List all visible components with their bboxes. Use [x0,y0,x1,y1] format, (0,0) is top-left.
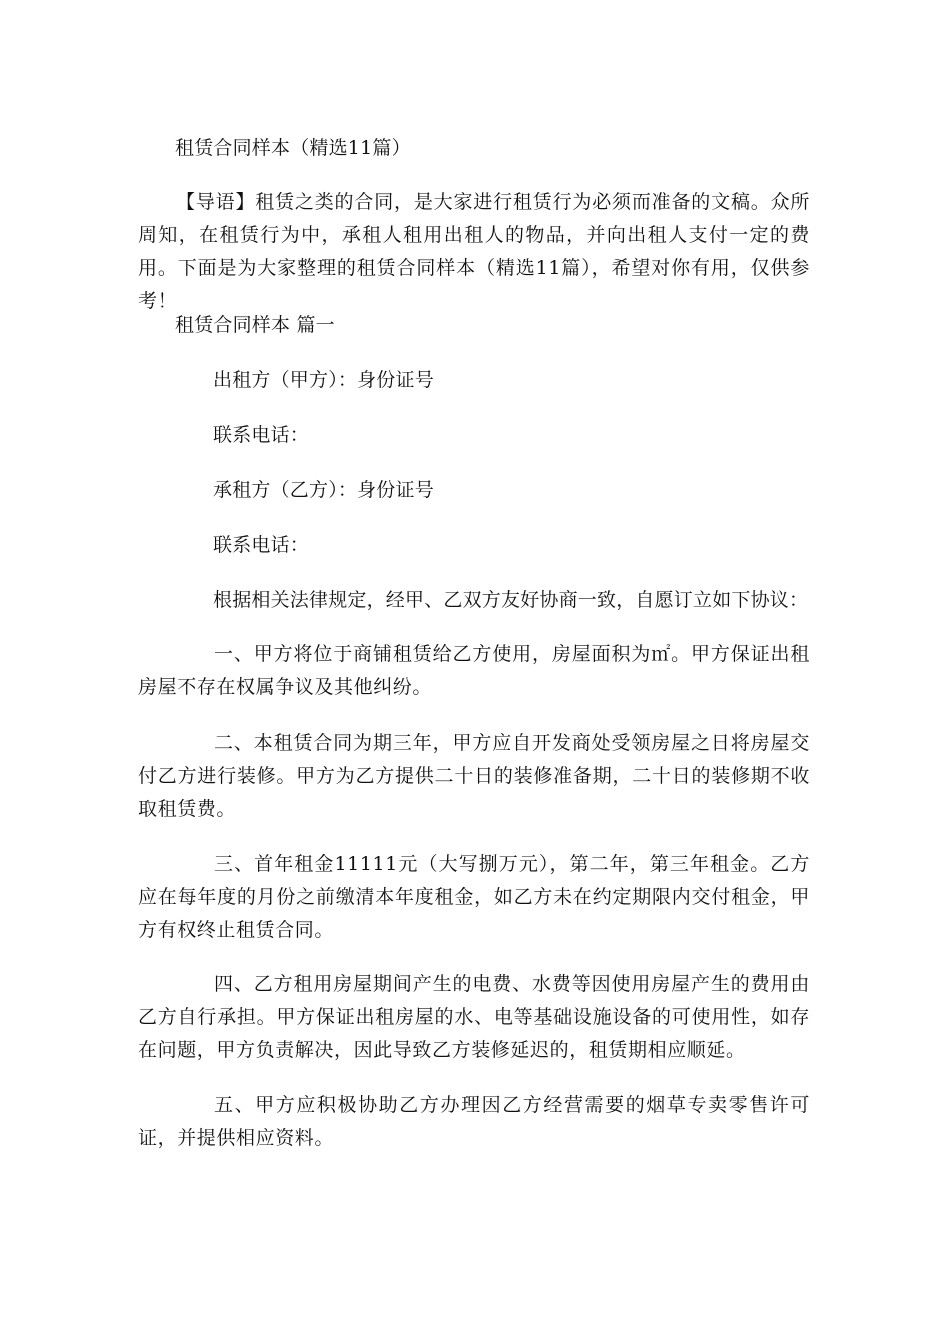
clause-3: 三、首年租金11111元（大写捌万元），第二年，第三年租金。乙方应在每年度的月份之前缴清本年度租金，如乙方未在约定期限内交付租金，甲方有权终止租赁合同。 [138,853,810,941]
section-heading: 租赁合同样本 篇一 [175,314,335,336]
clause-4: 四、乙方租用房屋期间产生的电费、水费等因使用房屋产生的费用由乙方自行承担。甲方保证出租房屋的水、电等基础设施设备的可使用性，如存在问题，甲方负责解决，因此导致乙方装修延迟的，租赁期相应顺延。 [138,973,810,1061]
lessor-line: 出租方（甲方）：身份证号 [213,369,434,391]
document-title: 租赁合同样本（精选11篇） [175,137,411,159]
preamble: 根据相关法律规定，经甲、乙双方友好协商一致，自愿订立如下协议： [213,589,809,611]
lessee-line: 承租方（乙方）：身份证号 [213,479,434,501]
lessee-phone: 联系电话： [213,534,310,556]
intro-paragraph: 【导语】租赁之类的合同，是大家进行租赁行为必须而准备的文稿。众所周知，在租赁行为中，承租人租用出租人的物品，并向出租人支付一定的费用。下面是为大家整理的租赁合同样本（精选11篇），希望对你有用，仅供参考！ [138,191,810,312]
clause-1: 一、甲方将位于商铺租赁给乙方使用，房屋面积为㎡。甲方保证出租房屋不存在权属争议及其他纠纷。 [138,643,810,698]
lessor-phone: 联系电话： [213,424,310,446]
clause-5: 五、甲方应积极协助乙方办理因乙方经营需要的烟草专卖零售许可证，并提供相应资料。 [138,1094,810,1149]
clause-2: 二、本租赁合同为期三年，甲方应自开发商处受领房屋之日将房屋交付乙方进行装修。甲方为乙方提供二十日的装修准备期，二十日的装修期不收取租赁费。 [138,732,810,820]
